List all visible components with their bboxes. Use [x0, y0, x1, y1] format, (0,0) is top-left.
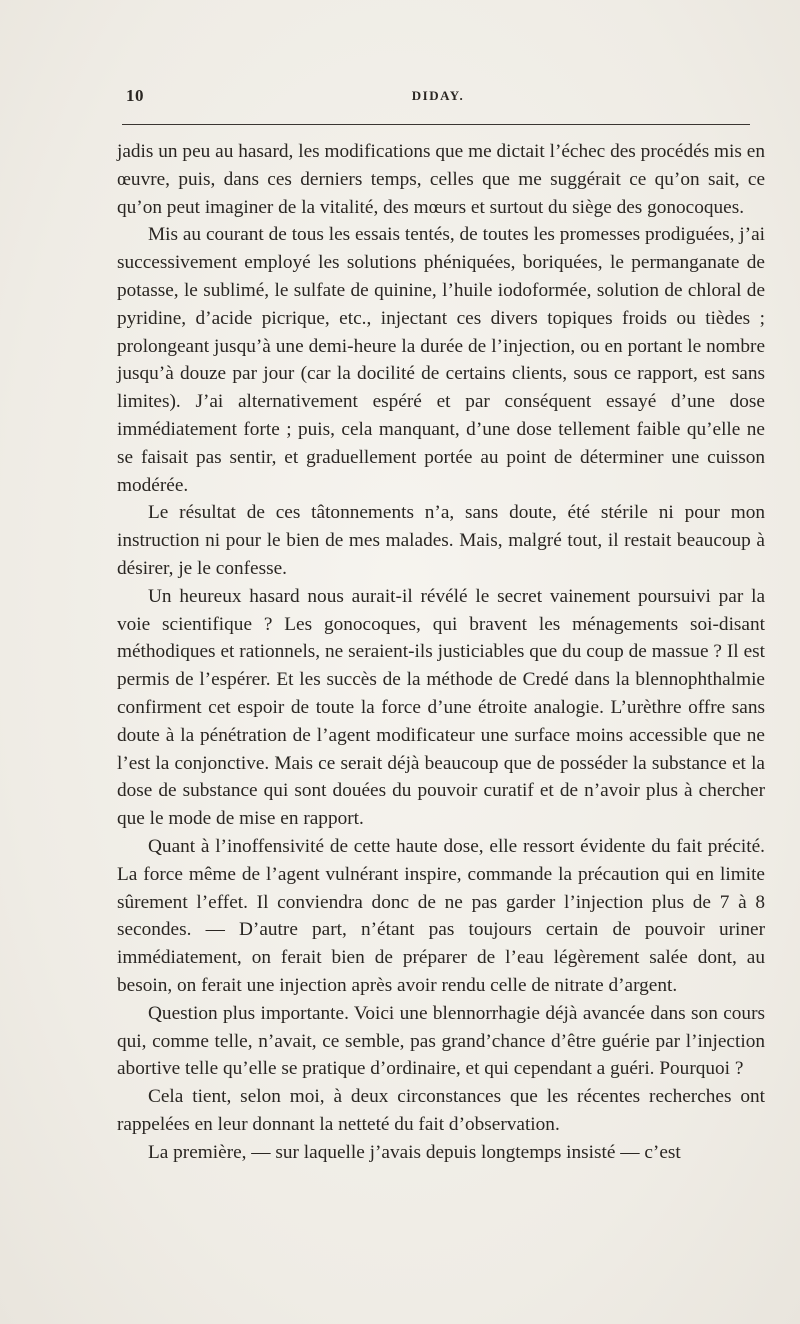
paragraph: La première, — sur laquelle j’avais depuis longtemps insisté — c’est	[148, 1141, 681, 1163]
page-header	[126, 86, 750, 116]
paragraph: Question plus importante. Voici une blennorrhagie déjà avancée dans son cours qui, comme telle, n’avait, ce semble, pas grand’chance d’être guérie par l’injection abortive telle qu’elle se pratique d’ordinaire, et qui cependant a guéri. Pourquoi ?	[117, 1002, 765, 1080]
paragraph: Un heureux hasard nous aurait-il révélé le secret vainement poursuivi par la voie scientifique ? Les gonocoques, qui bravent les ménagements soi-disant méthodiques et rationnels, ne seraient-ils justiciables que du coup de massue ? Il est permis de l’espérer. Et les succès de la méthode de Credé dans la blennophthalmie confirment cet espoir de toute la force d’une étroite analogie. L’urèthre offre sans doute à la pénétration de l’agent modificateur une surface moins accessible que ne l’est la conjonctive. Mais ce serait déjà beaucoup que de posséder la substance et la dose de substance qui sont douées du pouvoir curatif et de n’avoir plus à chercher que le mode de mise en rapport.	[117, 585, 765, 830]
running-head: DIDAY.	[411, 88, 465, 103]
paragraph: Le résultat de ces tâtonnements n’a, sans doute, été stérile ni pour mon instruction ni pour le bien de mes malades. Mais, malgré tout, il restait beaucoup à désirer, je le confesse.	[117, 502, 765, 579]
header-rule	[122, 124, 750, 125]
paragraph: Cela tient, selon moi, à deux circonstances que les récentes recherches ont rappelées en leur donnant la netteté du fait d’observation.	[117, 1086, 765, 1135]
paragraph: Mis au courant de tous les essais tentés, de toutes les promesses prodiguées, j’ai successivement employé les solutions phéniquées, boriquées, le permanganate de potasse, le sublimé, le sulfate de quinine, l’huile iodoformée, solution de chloral de pyridine, d’acide picrique, etc., injectant ces divers topiques froids ou tièdes ; prolongeant jusqu’à une demi-heure la durée de l’injection, ou en portant le nombre jusqu’à douze par jour (car la docilité de certains clients, sous ce rapport, est sans limites). J’ai alternativement espéré et par conséquent essayé d’une dose immédiatement forte ; puis, cela manquant, d’une dose tellement faible qu’elle ne se faisait pas sentir, et graduellement portée au point de déterminer une cuisson modérée.	[117, 224, 765, 496]
page-number: 10	[126, 86, 144, 105]
body-text	[117, 138, 765, 1166]
paragraph: Quant à l’inoffensivité de cette haute dose, elle ressort évidente du fait précité. La force même de l’agent vulnérant inspire, commande la précaution qui en limite sûrement l’effet. Il conviendra donc de ne pas garder l’injection plus de 7 à 8 secondes. — D’autre part, n’étant pas toujours certain de pouvoir uriner immédiatement, on ferait bien de préparer de l’eau légèrement salée dont, au besoin, on ferait une injection après avoir rendu celle de nitrate d’argent.	[117, 835, 765, 996]
paragraph: jadis un peu au hasard, les modifications que me dictait l’échec des procédés mis en œuvre, puis, dans ces derniers temps, celles que me suggérait ce qu’on sait, ce qu’on peut imaginer de la vitalité, des mœurs et surtout du siège des gonocoques.	[117, 141, 765, 218]
